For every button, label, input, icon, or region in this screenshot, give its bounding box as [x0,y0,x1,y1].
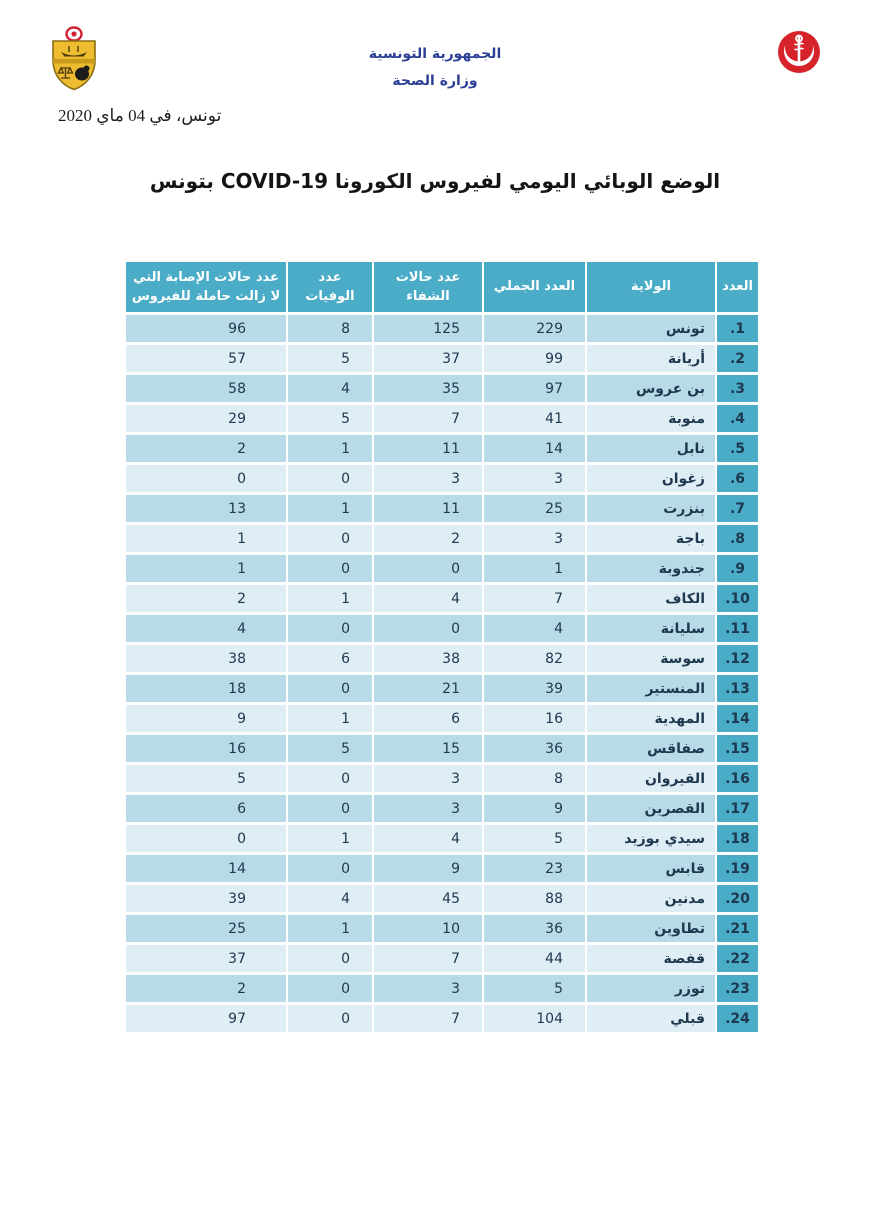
cell-recovered: 21 [374,675,482,702]
cell-recovered: 11 [374,435,482,462]
cell-governorate: منوبة [587,405,715,432]
cell-active: 0 [126,825,286,852]
cell-active: 6 [126,795,286,822]
table-row [126,855,758,882]
cell-recovered: 38 [374,645,482,672]
republic-title: الجمهورية التونسية [368,46,502,62]
cell-total: 41 [484,405,585,432]
table-row [126,975,758,1002]
cell-total: 16 [484,705,585,732]
cell-governorate: بنزرت [587,495,715,522]
cell-total: 229 [484,315,585,342]
cell-total: 104 [484,1005,585,1032]
cell-index_label: 8. [717,525,758,552]
cell-governorate: توزر [587,975,715,1002]
cell-deaths: 0 [288,855,372,882]
cell-governorate: تونس [587,315,715,342]
cell-recovered: 15 [374,735,482,762]
cell-deaths: 0 [288,1005,372,1032]
cell-active: 5 [126,765,286,792]
cell-active: 57 [126,345,286,372]
cell-total: 9 [484,795,585,822]
cell-recovered: 4 [374,585,482,612]
cell-active: 2 [126,585,286,612]
cell-recovered: 6 [374,705,482,732]
cell-recovered: 11 [374,495,482,522]
cell-deaths: 0 [288,525,372,552]
cell-recovered: 4 [374,825,482,852]
cell-deaths: 1 [288,495,372,522]
cell-index_label: 3. [717,375,758,402]
cell-total: 36 [484,735,585,762]
col-header-total: العدد الجملي [484,262,585,312]
cell-active: 1 [126,555,286,582]
table-header-row [126,262,758,312]
cell-governorate: نابل [587,435,715,462]
cell-governorate: الكاف [587,585,715,612]
cell-recovered: 3 [374,765,482,792]
cell-index_label: 11. [717,615,758,642]
table-row [126,585,758,612]
cell-total: 82 [484,645,585,672]
cell-deaths: 6 [288,645,372,672]
cell-active: 4 [126,615,286,642]
cell-total: 36 [484,915,585,942]
cell-index_label: 22. [717,945,758,972]
cell-recovered: 37 [374,345,482,372]
cell-active: 96 [126,315,286,342]
table-row [126,1005,758,1032]
table-body [126,315,758,1032]
cell-index_label: 7. [717,495,758,522]
cell-governorate: زغوان [587,465,715,492]
cell-active: 18 [126,675,286,702]
cell-governorate: جندوبة [587,555,715,582]
table-row [126,555,758,582]
table-row [126,735,758,762]
cell-governorate: باجة [587,525,715,552]
cell-index_label: 24. [717,1005,758,1032]
cell-deaths: 8 [288,315,372,342]
cell-total: 4 [484,615,585,642]
table-row [126,525,758,552]
cell-total: 7 [484,585,585,612]
cell-deaths: 0 [288,975,372,1002]
cell-deaths: 1 [288,705,372,732]
cell-deaths: 5 [288,735,372,762]
col-header-deaths: عدد الوفيات [288,262,372,312]
cell-governorate: المهدية [587,705,715,732]
cell-total: 3 [484,525,585,552]
cell-total: 97 [484,375,585,402]
col-header-recovered: عدد حالات الشفاء [374,262,482,312]
cell-deaths: 1 [288,585,372,612]
table-row [126,645,758,672]
col-header-active: عدد حالات الإصابة التي لا زالت حاملة للفيروس [126,262,286,312]
cell-index_label: 21. [717,915,758,942]
cell-governorate: سيدي بوزيد [587,825,715,852]
table-row [126,315,758,342]
cell-index_label: 9. [717,555,758,582]
cell-active: 0 [126,465,286,492]
cell-active: 2 [126,975,286,1002]
cell-governorate: المنستير [587,675,715,702]
table-row [126,435,758,462]
cell-recovered: 3 [374,795,482,822]
cell-deaths: 1 [288,435,372,462]
cell-recovered: 45 [374,885,482,912]
cell-total: 14 [484,435,585,462]
cell-deaths: 0 [288,765,372,792]
cell-index_label: 4. [717,405,758,432]
cell-index_label: 23. [717,975,758,1002]
cell-total: 1 [484,555,585,582]
cell-total: 3 [484,465,585,492]
cell-total: 44 [484,945,585,972]
cell-index_label: 14. [717,705,758,732]
cell-governorate: القصرين [587,795,715,822]
cell-governorate: بن عروس [587,375,715,402]
cell-deaths: 0 [288,615,372,642]
government-header [0,46,870,89]
cell-active: 25 [126,915,286,942]
table-row [126,405,758,432]
cell-index_label: 5. [717,435,758,462]
cell-deaths: 4 [288,375,372,402]
col-header-governorate: الولاية [587,262,715,312]
cell-active: 1 [126,525,286,552]
cell-recovered: 10 [374,915,482,942]
cell-index_label: 17. [717,795,758,822]
cell-index_label: 13. [717,675,758,702]
cell-governorate: قبلي [587,1005,715,1032]
cell-active: 37 [126,945,286,972]
cell-active: 2 [126,435,286,462]
cell-index_label: 6. [717,465,758,492]
table-row [126,345,758,372]
table-row [126,825,758,852]
cell-governorate: تطاوين [587,915,715,942]
cell-deaths: 0 [288,945,372,972]
cell-recovered: 3 [374,975,482,1002]
cell-recovered: 7 [374,405,482,432]
table-row [126,495,758,522]
cell-deaths: 1 [288,915,372,942]
cell-deaths: 5 [288,405,372,432]
cell-total: 25 [484,495,585,522]
page-title: الوضع الوبائي اليومي لفيروس الكورونا COVID-19 بتونس [149,169,721,193]
table-row [126,885,758,912]
table-row [126,765,758,792]
table-row [126,675,758,702]
cell-deaths: 0 [288,465,372,492]
cell-active: 58 [126,375,286,402]
cell-governorate: أريانة [587,345,715,372]
table-row [126,795,758,822]
col-header-index: العدد [717,262,758,312]
cell-recovered: 125 [374,315,482,342]
cell-total: 5 [484,825,585,852]
cell-recovered: 3 [374,465,482,492]
cell-recovered: 35 [374,375,482,402]
cell-active: 38 [126,645,286,672]
cell-total: 23 [484,855,585,882]
cell-governorate: قفصة [587,945,715,972]
cell-recovered: 0 [374,555,482,582]
table-row [126,465,758,492]
cell-governorate: سليانة [587,615,715,642]
cell-active: 29 [126,405,286,432]
table-row [126,915,758,942]
cell-governorate: القيروان [587,765,715,792]
table-row [126,375,758,402]
table-row [126,615,758,642]
cell-deaths: 5 [288,345,372,372]
cell-index_label: 20. [717,885,758,912]
cell-active: 39 [126,885,286,912]
cell-recovered: 9 [374,855,482,882]
cell-total: 5 [484,975,585,1002]
cell-governorate: سوسة [587,645,715,672]
cell-index_label: 16. [717,765,758,792]
cell-index_label: 15. [717,735,758,762]
cell-index_label: 10. [717,585,758,612]
cell-active: 9 [126,705,286,732]
cell-index_label: 18. [717,825,758,852]
cell-deaths: 0 [288,795,372,822]
cell-recovered: 7 [374,945,482,972]
cell-governorate: مدنين [587,885,715,912]
cell-total: 8 [484,765,585,792]
cell-deaths: 0 [288,555,372,582]
cell-active: 14 [126,855,286,882]
cell-recovered: 7 [374,1005,482,1032]
cell-active: 97 [126,1005,286,1032]
cell-index_label: 19. [717,855,758,882]
cell-active: 13 [126,495,286,522]
ministry-title: وزارة الصحة [392,73,478,89]
cell-total: 39 [484,675,585,702]
covid-table [124,259,760,1035]
cell-total: 99 [484,345,585,372]
cell-deaths: 0 [288,675,372,702]
date-line: تونس، في 04 ماي 2020 [58,106,222,125]
cell-deaths: 4 [288,885,372,912]
cell-deaths: 1 [288,825,372,852]
cell-recovered: 2 [374,525,482,552]
table-row [126,945,758,972]
cell-governorate: قابس [587,855,715,882]
cell-active: 16 [126,735,286,762]
cell-index_label: 12. [717,645,758,672]
table-row [126,705,758,732]
cell-governorate: صفاقس [587,735,715,762]
cell-index_label: 1. [717,315,758,342]
cell-total: 88 [484,885,585,912]
cell-recovered: 0 [374,615,482,642]
cell-index_label: 2. [717,345,758,372]
